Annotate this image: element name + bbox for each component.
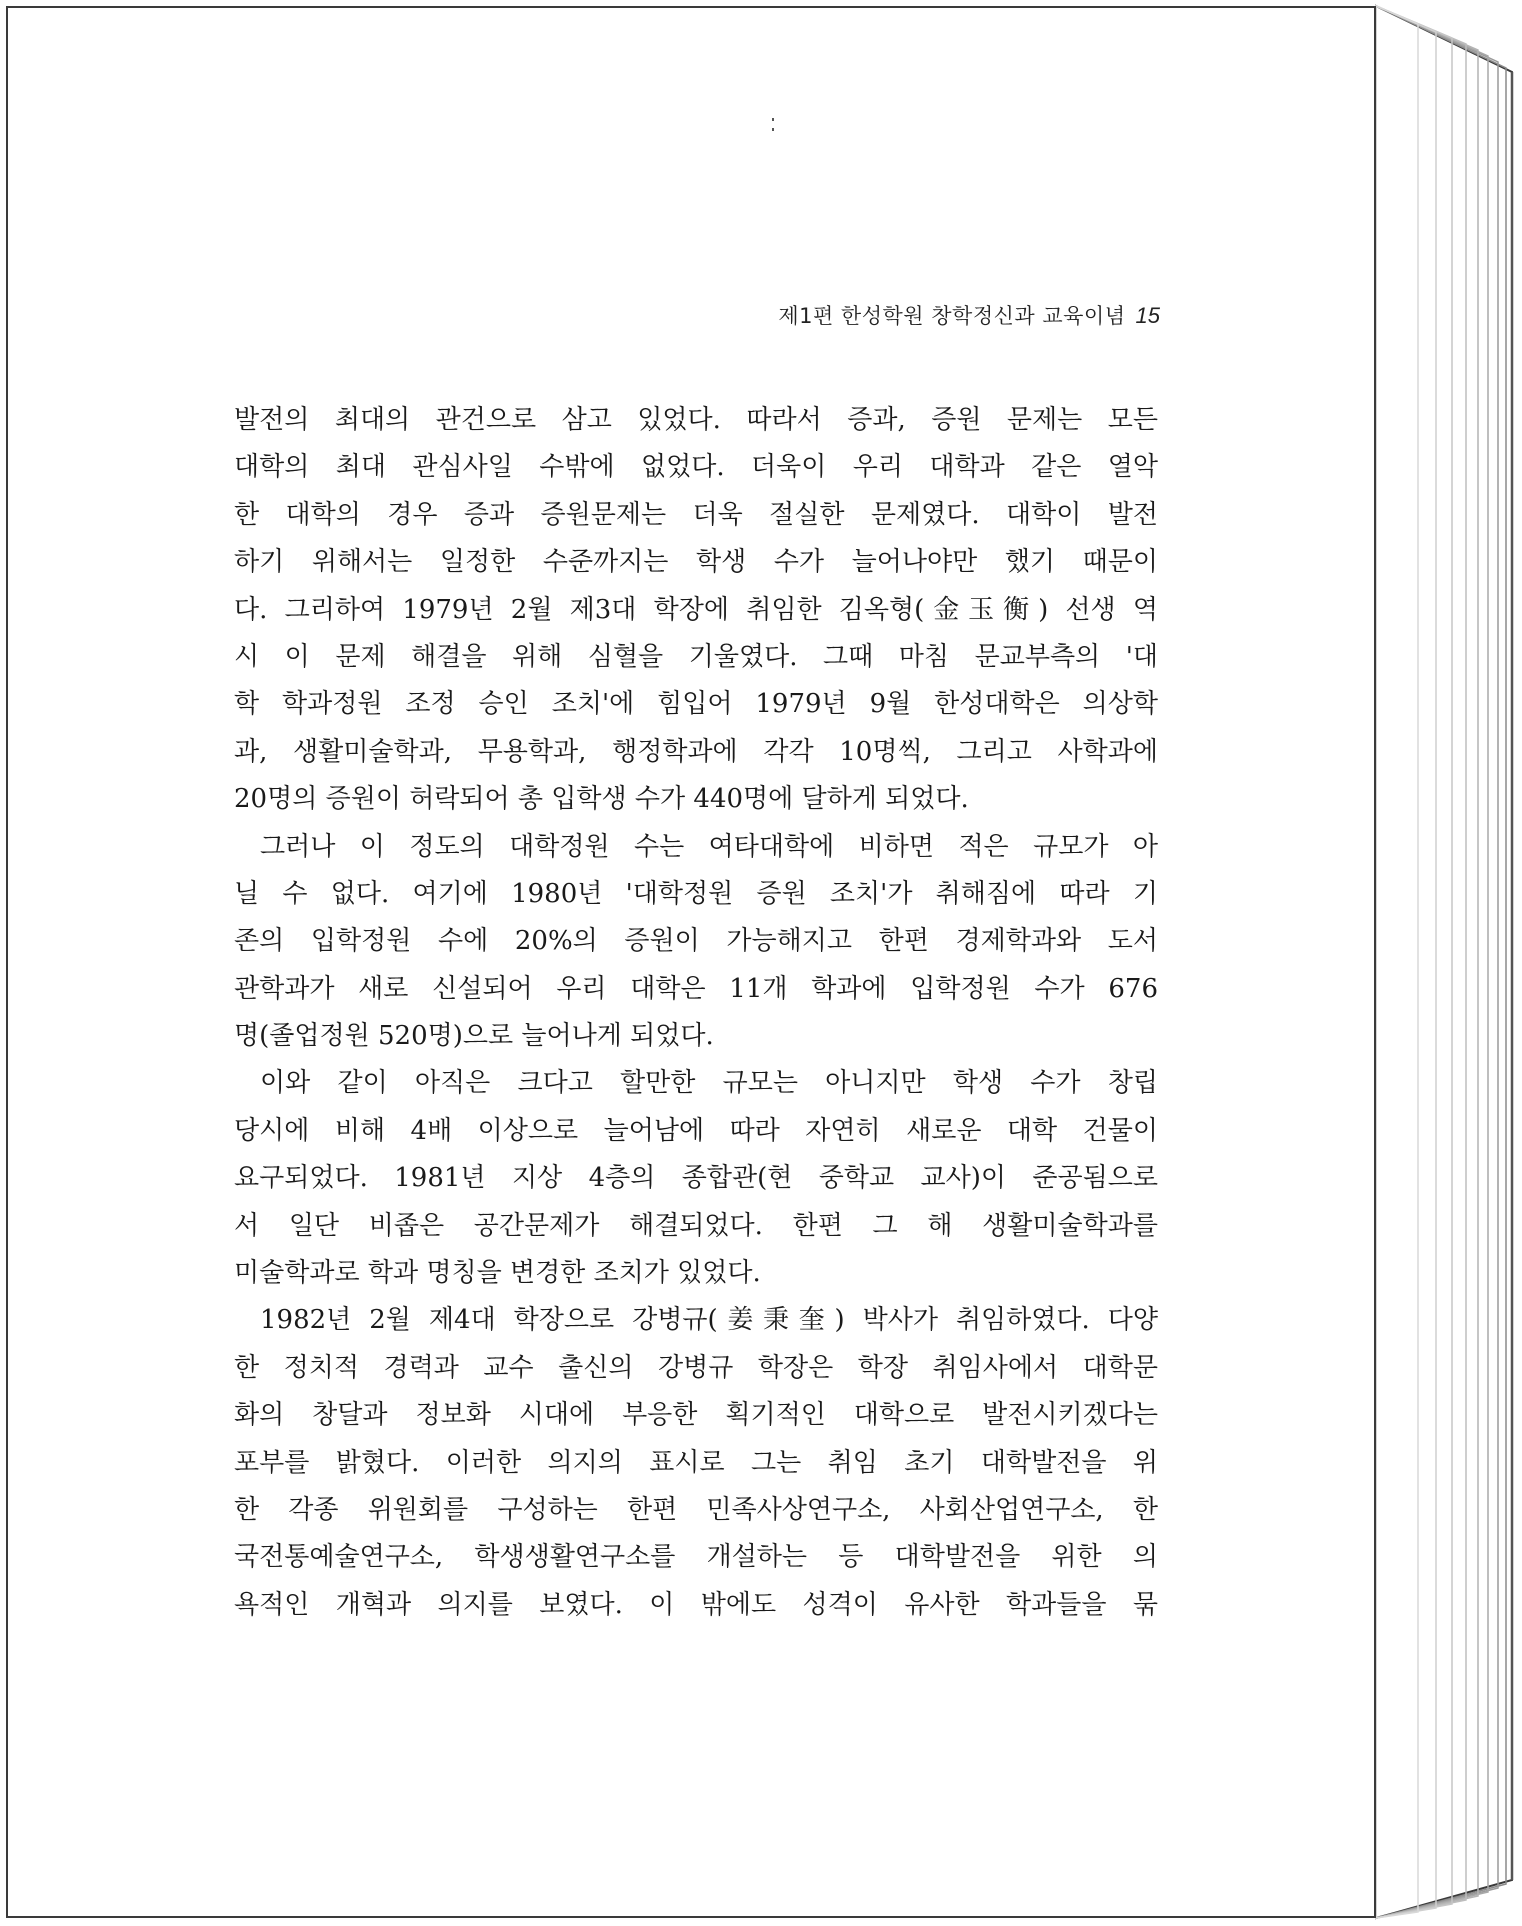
text-line: 하기 위해서는 일정한 수준까지는 학생 수가 늘어나야만 했기 때문이 bbox=[234, 547, 1158, 578]
paragraph-start-line: 이와 같이 아직은 크다고 할만한 규모는 아니지만 학생 수가 창립 bbox=[260, 1068, 1158, 1099]
text-line: 발전의 최대의 관건으로 삼고 있었다. 따라서 증과, 증원 문제는 모든 bbox=[234, 405, 1158, 435]
text-line: 학 학과정원 조정 승인 조치'에 힘입어 1979년 9월 한성대학은 의상학 bbox=[234, 689, 1158, 720]
text-line: 과, 생활미술학과, 무용학과, 행정학과에 각각 10명씩, 그리고 사학과에 bbox=[234, 736, 1158, 767]
text-line: 요구되었다. 1981년 지상 4층의 종합관(현 중학교 교사)이 준공됨으로 bbox=[234, 1163, 1158, 1194]
text-line: 서 일단 비좁은 공간문제가 해결되었다. 한편 그 해 생활미술학과를 bbox=[234, 1210, 1158, 1241]
text-line: 관학과가 새로 신설되어 우리 대학은 11개 학과에 입학정원 수가 676 bbox=[234, 973, 1158, 1004]
text-line: 미술학과로 학과 명칭을 변경한 조치가 있었다. bbox=[234, 1258, 761, 1289]
scan-speck bbox=[772, 118, 774, 121]
text-line: 포부를 밝혔다. 이러한 의지의 표시로 그는 취임 초기 대학발전을 위 bbox=[234, 1447, 1158, 1478]
text-line: 20명의 증원이 허락되어 총 입학생 수가 440명에 달하게 되었다. bbox=[234, 784, 969, 815]
page-number: 15 bbox=[1135, 303, 1160, 328]
text-line: 시 이 문제 해결을 위해 심혈을 기울였다. 그때 마침 문교부측의 '대 bbox=[234, 641, 1158, 672]
text-line: 한 대학의 경우 증과 증원문제는 더욱 절실한 문제였다. 대학이 발전 bbox=[234, 499, 1158, 530]
paragraph-start-line: 그러나 이 정도의 대학정원 수는 여타대학에 비하면 적은 규모가 아 bbox=[260, 831, 1158, 862]
text-line: 존의 입학정원 수에 20%의 증원이 가능해지고 한편 경제학과와 도서 bbox=[234, 926, 1158, 957]
paragraph-start-line: 1982년 2월 제4대 학장으로 강병규(姜秉奎) 박사가 취임하였다. 다양 bbox=[260, 1305, 1158, 1336]
text-line: 한 각종 위원회를 구성하는 한편 민족사상연구소, 사회산업연구소, 한 bbox=[234, 1494, 1158, 1525]
text-line: 한 정치적 경력과 교수 출신의 강병규 학장은 학장 취임사에서 대학문 bbox=[234, 1352, 1158, 1383]
body-text bbox=[234, 397, 1158, 1629]
text-line: 대학의 최대 관심사일 수밖에 없었다. 더욱이 우리 대학과 같은 열악 bbox=[234, 452, 1158, 483]
text-line: 화의 창달과 정보화 시대에 부응한 획기적인 대학으로 발전시키겠다는 bbox=[234, 1400, 1158, 1431]
text-line: 명(졸업정원 520명)으로 늘어나게 되었다. bbox=[234, 1021, 714, 1052]
scan-speck bbox=[772, 128, 774, 131]
running-header-title: 제1편 한성학원 창학정신과 교육이념 bbox=[778, 304, 1126, 328]
running-header bbox=[778, 300, 1160, 330]
text-line: 당시에 비해 4배 이상으로 늘어남에 따라 자연히 새로운 대학 건물이 bbox=[234, 1115, 1158, 1146]
text-line: 욕적인 개혁과 의지를 보였다. 이 밖에도 성격이 유사한 학과들을 묶 bbox=[234, 1589, 1158, 1620]
text-line: 다. 그리하여 1979년 2월 제3대 학장에 취임한 김옥형(金玉衡) 선생 역 bbox=[234, 594, 1158, 625]
text-line: 닐 수 없다. 여기에 1980년 '대학정원 증원 조치'가 취해짐에 따라 기 bbox=[234, 878, 1158, 909]
text-line: 국전통예술연구소, 학생생활연구소를 개설하는 등 대학발전을 위한 의 bbox=[234, 1542, 1158, 1573]
